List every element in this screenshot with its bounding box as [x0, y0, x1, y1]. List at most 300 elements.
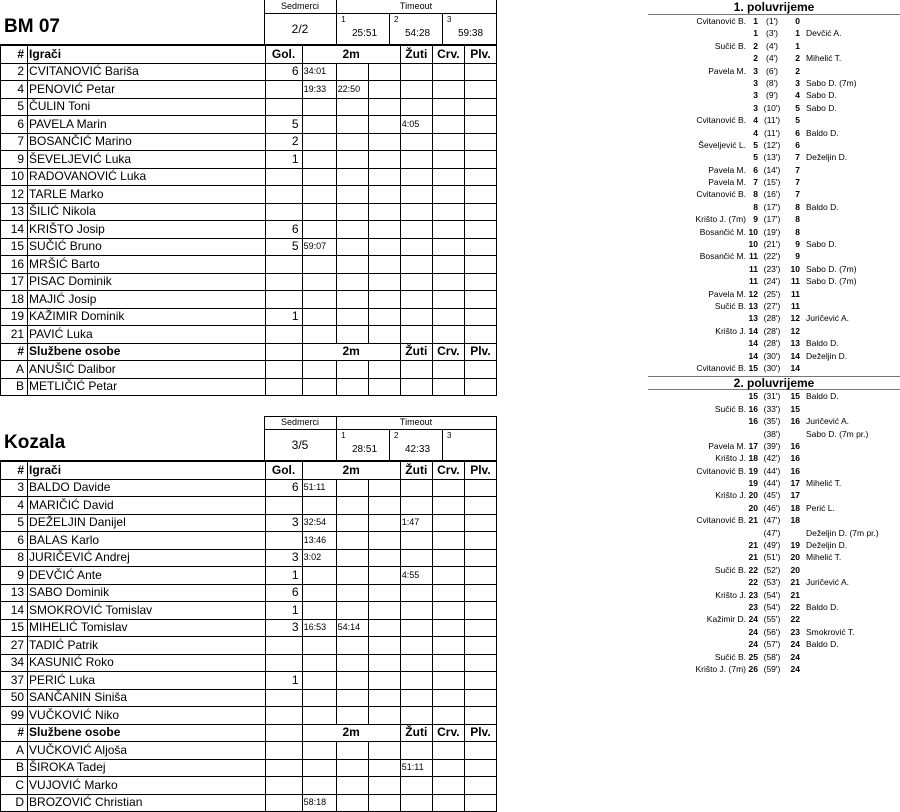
two-min-1 — [302, 602, 336, 620]
officials-header: Službene osobe — [28, 343, 265, 361]
goal-event — [648, 89, 900, 101]
home-score: 22 — [748, 577, 758, 588]
players-header-row — [1, 46, 497, 64]
red-card — [432, 256, 464, 274]
official-name: ANUŠIĆ Dalibor — [28, 361, 265, 379]
goal-event — [648, 27, 900, 39]
two-min-3 — [368, 81, 400, 99]
guest-score: 14 — [790, 362, 800, 373]
player-goals — [265, 273, 302, 291]
yellow-card — [400, 689, 432, 707]
two-min-3 — [368, 221, 400, 239]
two-min-2 — [336, 221, 368, 239]
player-goals: 6 — [265, 63, 302, 81]
two-min-3 — [368, 256, 400, 274]
player-name: KAŽIMIR Dominik — [28, 308, 265, 326]
yellow-card — [400, 63, 432, 81]
two-min-2 — [336, 497, 368, 515]
team2-timeout-3-num: 3 — [447, 431, 452, 440]
team1-name: BM 07 — [4, 16, 60, 37]
red-card — [432, 742, 464, 760]
player-name: RADOVANOVIĆ Luka — [28, 168, 265, 186]
goal-event — [648, 337, 900, 349]
player-number: 2 — [1, 63, 28, 81]
player-row — [1, 689, 497, 707]
two-min-1: 58:18 — [302, 794, 336, 812]
team1-sedmerci-value: 2/2 — [291, 22, 309, 36]
goal-event — [648, 65, 900, 77]
two-min-2 — [336, 168, 368, 186]
official-name: BROZOVIĆ Christian — [28, 794, 265, 812]
player-number: 34 — [1, 654, 28, 672]
player-row — [1, 479, 497, 497]
home-scorer: Cvitanović B. — [696, 515, 746, 526]
official-row — [1, 777, 497, 795]
hash-header: # — [1, 343, 28, 361]
player-goals: 3 — [265, 549, 302, 567]
guest-score: 24 — [790, 651, 800, 662]
player-name: BALDO Davide — [28, 479, 265, 497]
two-min-2 — [336, 672, 368, 690]
two-min-1 — [302, 203, 336, 221]
yellow-card — [400, 479, 432, 497]
goal-event — [648, 539, 900, 551]
home-score: 1 — [753, 28, 758, 39]
goal-event — [648, 288, 900, 300]
goal-event — [648, 127, 900, 139]
home-score: 11 — [749, 251, 758, 262]
home-score: 4 — [753, 115, 758, 126]
yellow-card: 4:05 — [400, 116, 432, 134]
event-minute: (10') — [763, 102, 781, 113]
home-score: 24 — [748, 639, 758, 650]
yellow-card — [400, 532, 432, 550]
yellow-card — [400, 777, 432, 795]
players-header: Igrači — [28, 462, 265, 480]
guest-score: 1 — [795, 28, 800, 39]
blue-card — [464, 514, 496, 532]
goal-event — [648, 102, 900, 114]
two-min-1: 51:11 — [302, 479, 336, 497]
player-row — [1, 238, 497, 256]
player-row — [1, 273, 497, 291]
event-minute: (49') — [763, 540, 781, 551]
red-card — [432, 168, 464, 186]
home-scorer: Krišto J. (7m) — [695, 214, 746, 225]
blue-card — [464, 794, 496, 812]
goal-event — [648, 663, 900, 675]
guest-score: 10 — [790, 263, 800, 274]
two-min-2 — [336, 777, 368, 795]
event-minute: (30') — [763, 350, 781, 361]
player-row — [1, 567, 497, 585]
two-min-1 — [302, 637, 336, 655]
goal-event — [648, 551, 900, 563]
player-name: SUČIĆ Bruno — [28, 238, 265, 256]
two-min-1: 59:07 — [302, 238, 336, 256]
two-min-1 — [302, 151, 336, 169]
player-number: 8 — [1, 549, 28, 567]
event-minute: (30') — [763, 362, 781, 373]
guest-score: 19 — [790, 540, 800, 551]
event-minute: (38') — [763, 428, 781, 439]
home-score: 20 — [748, 502, 758, 513]
event-minute: (54') — [763, 589, 781, 600]
blue-card — [464, 133, 496, 151]
player-row — [1, 308, 497, 326]
hash-header: # — [1, 46, 28, 64]
goal-event — [648, 440, 900, 452]
yellow-header: Žuti — [400, 46, 432, 64]
two-min-2 — [336, 637, 368, 655]
home-score: 9 — [753, 214, 758, 225]
two-min-1 — [302, 672, 336, 690]
player-goals — [265, 291, 302, 309]
guest-score: 9 — [795, 251, 800, 262]
goal-event — [648, 362, 900, 374]
blue-card — [464, 602, 496, 620]
goal-event — [648, 151, 900, 163]
player-goals: 2 — [265, 133, 302, 151]
event-minute: (14') — [763, 164, 781, 175]
guest-score: 1 — [795, 40, 800, 51]
red-card — [432, 151, 464, 169]
two-min-3 — [368, 794, 400, 812]
event-minute: (33') — [763, 403, 781, 414]
home-score: 8 — [753, 201, 758, 212]
home-score: 17 — [748, 440, 758, 451]
red-card — [432, 238, 464, 256]
two-min-3 — [368, 361, 400, 379]
two-min-3 — [368, 186, 400, 204]
red-card — [432, 689, 464, 707]
home-scorer: Cvitanović B. — [696, 362, 746, 373]
guest-score: 16 — [790, 453, 800, 464]
player-number: 5 — [1, 514, 28, 532]
guest-score: 16 — [790, 416, 800, 427]
blue-card — [464, 637, 496, 655]
player-number: 16 — [1, 256, 28, 274]
two-min-3 — [368, 654, 400, 672]
player-row — [1, 672, 497, 690]
event-minute: (39') — [763, 440, 781, 451]
guest-score: 7 — [795, 189, 800, 200]
guest-scorer: Sabo D. (7m) — [806, 276, 857, 287]
home-score: 1 — [753, 16, 758, 26]
home-score: 13 — [748, 313, 758, 324]
officials-header-row — [1, 343, 497, 361]
player-goals: 6 — [265, 221, 302, 239]
player-number: 13 — [1, 203, 28, 221]
blue-card — [464, 256, 496, 274]
player-name: VUČKOVIĆ Niko — [28, 707, 265, 725]
home-score: 24 — [748, 614, 758, 625]
players-header-row — [1, 462, 497, 480]
two-min-2 — [336, 308, 368, 326]
blue-card — [464, 116, 496, 134]
two-min-1 — [302, 98, 336, 116]
two-min-1: 34:01 — [302, 63, 336, 81]
blue-header: Plv. — [464, 46, 496, 64]
guest-scorer: Mihelić T. — [806, 53, 842, 64]
two-min-2 — [336, 291, 368, 309]
guest-scorer: Smokrović T. — [806, 626, 855, 637]
guest-score: 17 — [790, 478, 800, 489]
goal-event — [648, 188, 900, 200]
event-minute: (44') — [763, 478, 781, 489]
player-row — [1, 116, 497, 134]
two-min-1 — [302, 221, 336, 239]
goal-event — [648, 502, 900, 514]
two-min-1 — [302, 256, 336, 274]
player-number: 4 — [1, 497, 28, 515]
player-row — [1, 602, 497, 620]
half2-events — [648, 390, 900, 675]
event-minute: (24') — [763, 276, 781, 287]
red-card — [432, 619, 464, 637]
blue-card — [464, 186, 496, 204]
guest-scorer: Deželjin D. — [806, 540, 848, 551]
team1-timeout-label: Timeout — [399, 1, 433, 11]
blue-header: Plv. — [464, 724, 496, 742]
red-card — [432, 273, 464, 291]
two-min-2 — [336, 98, 368, 116]
official-row — [1, 742, 497, 760]
home-score: 15 — [748, 391, 758, 402]
goal-event — [648, 325, 900, 337]
goal-event — [648, 176, 900, 188]
event-minute: (17') — [763, 214, 781, 225]
two-min-2 — [336, 479, 368, 497]
players-header: Igrači — [28, 46, 265, 64]
home-scorer: Sučić B. — [714, 564, 746, 575]
goal-event — [648, 403, 900, 415]
two-min-header: 2m — [302, 343, 400, 361]
home-score: 11 — [749, 263, 758, 274]
guest-scorer: Baldo D. — [806, 601, 839, 612]
goal-event — [648, 576, 900, 588]
home-score: 5 — [753, 152, 758, 163]
yellow-card — [400, 151, 432, 169]
official-row — [1, 378, 497, 396]
player-name: JURIČEVIĆ Andrej — [28, 549, 265, 567]
event-minute: (6') — [765, 65, 778, 76]
home-scorer: Pavela M. — [708, 65, 746, 76]
red-card — [432, 707, 464, 725]
two-min-3 — [368, 584, 400, 602]
two-min-1 — [302, 567, 336, 585]
goal-event — [648, 638, 900, 650]
official-goals-empty — [265, 794, 302, 812]
two-min-2: 54:14 — [336, 619, 368, 637]
two-min-1: 3:02 — [302, 549, 336, 567]
home-score: 21 — [748, 540, 758, 551]
guest-score: 5 — [795, 115, 800, 126]
blue-card — [464, 378, 496, 396]
two-min-1 — [302, 654, 336, 672]
two-min-1 — [302, 707, 336, 725]
home-scorer: Cvitanović B. — [696, 115, 746, 126]
event-minute: (52') — [763, 564, 781, 575]
guest-score: 16 — [790, 465, 800, 476]
two-min-header: 2m — [302, 46, 400, 64]
guest-scorer: Deželjin D. — [806, 350, 848, 361]
yellow-card — [400, 619, 432, 637]
player-number: 12 — [1, 186, 28, 204]
player-row — [1, 291, 497, 309]
guest-score: 15 — [790, 391, 800, 402]
home-score: 14 — [748, 350, 758, 361]
event-minute: (25') — [763, 288, 781, 299]
goal-event — [648, 390, 900, 402]
guest-scorer: Sabo D. (7m pr.) — [806, 428, 869, 439]
goal-event — [648, 514, 900, 526]
two-min-2 — [336, 532, 368, 550]
guest-scorer: Juričević A. — [806, 313, 849, 324]
guest-scorer: Baldo D. — [806, 338, 839, 349]
guest-score: 14 — [790, 350, 800, 361]
guest-score: 11 — [791, 276, 800, 287]
event-minute: (55') — [763, 614, 781, 625]
guest-score: 8 — [795, 201, 800, 212]
guest-scorer: Sabo D. — [806, 239, 837, 250]
two-min-2 — [336, 361, 368, 379]
two-min-3 — [368, 672, 400, 690]
home-score: 7 — [753, 177, 758, 188]
player-goals: 1 — [265, 567, 302, 585]
goal-event — [648, 275, 900, 287]
two-min-3 — [368, 151, 400, 169]
player-name: PAVIĆ Luka — [28, 326, 265, 344]
guest-scorer: Juričević A. — [806, 416, 849, 427]
player-goals: 6 — [265, 479, 302, 497]
player-name: ŠILIĆ Nikola — [28, 203, 265, 221]
official-name: METLIČIĆ Petar — [28, 378, 265, 396]
guest-scorer: Deželjin D. — [806, 152, 848, 163]
guest-score: 20 — [790, 552, 800, 563]
team1-timeout-3: 59:38 — [458, 28, 484, 39]
two-min-3 — [368, 532, 400, 550]
event-minute: (28') — [763, 338, 781, 349]
player-name: PAVELA Marin — [28, 116, 265, 134]
two-min-2 — [336, 654, 368, 672]
red-card — [432, 63, 464, 81]
yellow-card — [400, 637, 432, 655]
player-goals — [265, 168, 302, 186]
player-number: 14 — [1, 221, 28, 239]
player-row — [1, 256, 497, 274]
goal-event — [648, 626, 900, 638]
red-header: Crv. — [432, 462, 464, 480]
event-minute: (59') — [763, 663, 781, 674]
goal-event — [648, 489, 900, 501]
two-min-3 — [368, 63, 400, 81]
home-scorer: Krišto J. — [715, 490, 746, 501]
home-score: 3 — [753, 102, 758, 113]
event-minute: (44') — [763, 465, 781, 476]
two-min-3 — [368, 326, 400, 344]
two-min-3 — [368, 637, 400, 655]
home-score: 10 — [748, 239, 758, 250]
event-minute: (21') — [763, 239, 781, 250]
official-goals-empty — [265, 742, 302, 760]
team2-sedmerci-label: Sedmerci — [280, 417, 319, 427]
home-score: 2 — [753, 40, 758, 51]
event-minute: (28') — [763, 313, 781, 324]
goal-event — [648, 589, 900, 601]
guest-score: 9 — [795, 239, 800, 250]
official-row — [1, 794, 497, 812]
blue-card — [464, 308, 496, 326]
official-letter: C — [1, 777, 28, 795]
guest-score: 16 — [790, 440, 800, 451]
official-goals-empty — [265, 361, 302, 379]
team1-timeout-1: 25:51 — [352, 28, 378, 39]
event-minute: (8') — [765, 77, 778, 88]
blue-card — [464, 532, 496, 550]
two-min-2 — [336, 707, 368, 725]
blue-card — [464, 689, 496, 707]
player-goals — [265, 497, 302, 515]
two-min-3 — [368, 238, 400, 256]
red-card — [432, 794, 464, 812]
player-goals — [265, 326, 302, 344]
player-name: MIHELIĆ Tomislav — [28, 619, 265, 637]
blue-card — [464, 584, 496, 602]
guest-score: 23 — [790, 626, 800, 637]
yellow-card — [400, 361, 432, 379]
goals-header — [265, 343, 302, 361]
player-row — [1, 497, 497, 515]
player-number: 37 — [1, 672, 28, 690]
guest-scorer: Sabo D. — [806, 102, 837, 113]
guest-score: 12 — [790, 325, 800, 336]
player-goals — [265, 654, 302, 672]
officials-header-row — [1, 724, 497, 742]
blue-card — [464, 203, 496, 221]
red-header: Crv. — [432, 724, 464, 742]
event-minute: (51') — [763, 552, 781, 563]
player-name: SANČANIN Siniša — [28, 689, 265, 707]
blue-card — [464, 63, 496, 81]
blue-card — [464, 291, 496, 309]
blue-card — [464, 168, 496, 186]
event-minute: (47') — [763, 527, 781, 538]
yellow-card — [400, 378, 432, 396]
home-score: 3 — [753, 77, 758, 88]
home-score: 24 — [748, 626, 758, 637]
player-name: SMOKROVIĆ Tomislav — [28, 602, 265, 620]
player-name: BOSANČIĆ Marino — [28, 133, 265, 151]
hash-header: # — [1, 462, 28, 480]
official-name: ŠIROKA Tadej — [28, 759, 265, 777]
player-name: DEŽELJIN Danijel — [28, 514, 265, 532]
player-name: PISAC Dominik — [28, 273, 265, 291]
two-min-2 — [336, 602, 368, 620]
goal-log — [648, 1, 900, 675]
player-name: KRIŠTO Josip — [28, 221, 265, 239]
event-minute: (23') — [763, 263, 781, 274]
red-card — [432, 479, 464, 497]
event-minute: (35') — [763, 416, 781, 427]
player-row — [1, 186, 497, 204]
red-card — [432, 672, 464, 690]
event-minute: (13') — [763, 152, 781, 163]
red-card — [432, 514, 464, 532]
yellow-card — [400, 584, 432, 602]
goal-event — [648, 250, 900, 262]
goal-event — [648, 527, 900, 539]
